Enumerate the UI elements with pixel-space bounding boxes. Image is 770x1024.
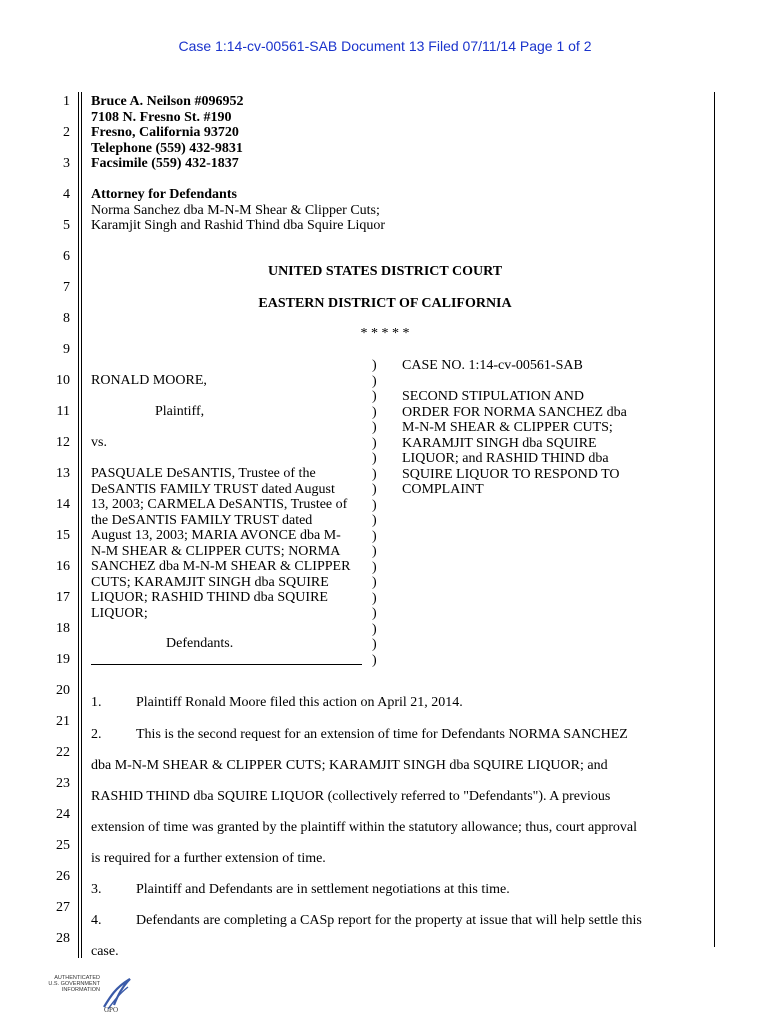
paragraph-number: 3. xyxy=(91,882,102,897)
paragraph-3: 3. Plaintiff and Defendants are in settlement negotiations at this time. xyxy=(91,882,510,897)
line-number: 19 xyxy=(56,652,70,667)
versus: vs. xyxy=(91,435,107,450)
court-name: UNITED STATES DISTRICT COURT xyxy=(267,264,503,279)
paragraph-2-line: dba M-N-M SHEAR & CLIPPER CUTS; KARAMJIT SINGH dba SQUIRE LIQUOR; and xyxy=(91,758,608,773)
gpo-text: AUTHENTICATED U.S. GOVERNMENT INFORMATION xyxy=(48,975,100,993)
left-margin-rule-inner xyxy=(81,92,82,958)
eagle-icon xyxy=(100,977,134,1013)
line-number: 28 xyxy=(56,931,70,946)
line-number: 8 xyxy=(63,311,70,326)
caption-parens: ) ) ) ) ) ) ) ) ) ) ) ) ) ) ) ) ) ) ) ) xyxy=(372,358,377,668)
attorney-client: Karamjit Singh and Rashid Thind dba Squire Liquor xyxy=(91,218,386,233)
court-district: EASTERN DISTRICT OF CALIFORNIA xyxy=(258,296,512,311)
line-number: 1 xyxy=(63,94,70,109)
right-margin-rule xyxy=(714,92,715,947)
attorney-city: Fresno, California 93720 xyxy=(91,125,239,140)
attorney-address: 7108 N. Fresno St. #190 xyxy=(91,109,232,125)
line-number: 3 xyxy=(63,156,70,171)
svg-text:GPO: GPO xyxy=(104,1006,119,1013)
plaintiff-label: Plaintiff, xyxy=(155,404,205,419)
paragraph-2-line: RASHID THIND dba SQUIRE LIQUOR (collectively referred to "Defendants"). A previous xyxy=(91,789,611,804)
defendant-line: CUTS; KARAMJIT SINGH dba SQUIRE xyxy=(91,574,329,590)
line-number: 14 xyxy=(56,497,70,512)
line-number: 23 xyxy=(56,776,70,791)
defendant-line: DeSANTIS FAMILY TRUST dated August xyxy=(91,481,335,497)
line-number: 22 xyxy=(56,745,70,760)
line-number: 5 xyxy=(63,218,70,233)
line-number: 15 xyxy=(56,528,70,543)
line-number: 20 xyxy=(56,683,70,698)
line-number: 24 xyxy=(56,807,70,822)
paragraph-2-line: extension of time was granted by the plaintiff within the statutory allowance; thus, court approval xyxy=(91,820,637,835)
line-number: 27 xyxy=(56,900,70,915)
defendant-line: the DeSANTIS FAMILY TRUST dated xyxy=(91,512,313,528)
case-number: CASE NO. 1:14-cv-00561-SAB xyxy=(402,358,583,373)
paragraph-number: 4. xyxy=(91,913,102,928)
attorney-client: Norma Sanchez dba M-N-M Shear & Clipper Cuts; xyxy=(91,202,380,218)
separator-stars: * * * * * xyxy=(360,326,410,341)
paragraph-4: 4. Defendants are completing a CASp report for the property at issue that will help settle this xyxy=(91,913,642,928)
document-title-line: COMPLAINT xyxy=(402,482,484,497)
document-title-line: KARAMJIT SINGH dba SQUIRE xyxy=(402,435,597,451)
document-title-line: M-N-M SHEAR & CLIPPER CUTS; xyxy=(402,420,613,435)
document-title-line: SECOND STIPULATION AND xyxy=(402,389,585,404)
document-title-line: LIQUOR; and RASHID THIND dba xyxy=(402,451,609,466)
defendant-line: LIQUOR; xyxy=(91,605,148,621)
defendant-line: N-M SHEAR & CLIPPER CUTS; NORMA xyxy=(91,543,341,559)
defendants-label: Defendants. xyxy=(166,636,234,651)
attorney-role: Attorney for Defendants xyxy=(91,187,237,202)
defendant-line: 13, 2003; CARMELA DeSANTIS, Trustee of xyxy=(91,497,348,512)
defendant-line: SANCHEZ dba M-N-M SHEAR & CLIPPER xyxy=(91,559,351,574)
line-number: 4 xyxy=(63,187,70,202)
line-number: 26 xyxy=(56,869,70,884)
line-number: 10 xyxy=(56,373,70,388)
line-number: 18 xyxy=(56,621,70,636)
line-number: 16 xyxy=(56,559,70,574)
document-title-line: ORDER FOR NORMA SANCHEZ dba xyxy=(402,404,627,420)
line-number: 9 xyxy=(63,342,70,357)
line-number: 12 xyxy=(56,435,70,450)
line-number: 13 xyxy=(56,466,70,481)
defendant-line: August 13, 2003; MARIA AVONCE dba M- xyxy=(91,528,341,543)
left-margin-rule xyxy=(78,92,79,958)
caption-underline xyxy=(91,664,362,665)
paragraph-number: 1. xyxy=(91,695,102,710)
defendant-line: LIQUOR; RASHID THIND dba SQUIRE xyxy=(91,590,328,605)
paragraph-2-line: is required for a further extension of time. xyxy=(91,851,326,866)
defendant-line: PASQUALE DeSANTIS, Trustee of the xyxy=(91,466,316,481)
case-header: Case 1:14-cv-00561-SAB Document 13 Filed 07/11/14 Page 1 of 2 xyxy=(178,38,592,54)
line-number: 11 xyxy=(56,404,70,419)
paragraph-2: 2. This is the second request for an extension of time for Defendants NORMA SANCHEZ xyxy=(91,727,628,742)
paragraph-1: 1. Plaintiff Ronald Moore filed this action on April 21, 2014. xyxy=(91,695,463,710)
paragraph-4-line: case. xyxy=(91,944,119,959)
attorney-fax: Facsimile (559) 432-1837 xyxy=(91,156,239,171)
paragraph-number: 2. xyxy=(91,727,102,742)
attorney-phone: Telephone (559) 432-9831 xyxy=(91,140,243,156)
line-number: 21 xyxy=(56,714,70,729)
plaintiff-name: RONALD MOORE, xyxy=(91,373,207,388)
line-number: 6 xyxy=(63,249,70,264)
line-number: 2 xyxy=(63,125,70,140)
line-number: 17 xyxy=(56,590,70,605)
document-title-line: SQUIRE LIQUOR TO RESPOND TO xyxy=(402,466,620,482)
line-number: 25 xyxy=(56,838,70,853)
gpo-authentication-logo xyxy=(40,975,140,1015)
attorney-name: Bruce A. Neilson #096952 xyxy=(91,94,244,109)
line-number: 7 xyxy=(63,280,70,295)
